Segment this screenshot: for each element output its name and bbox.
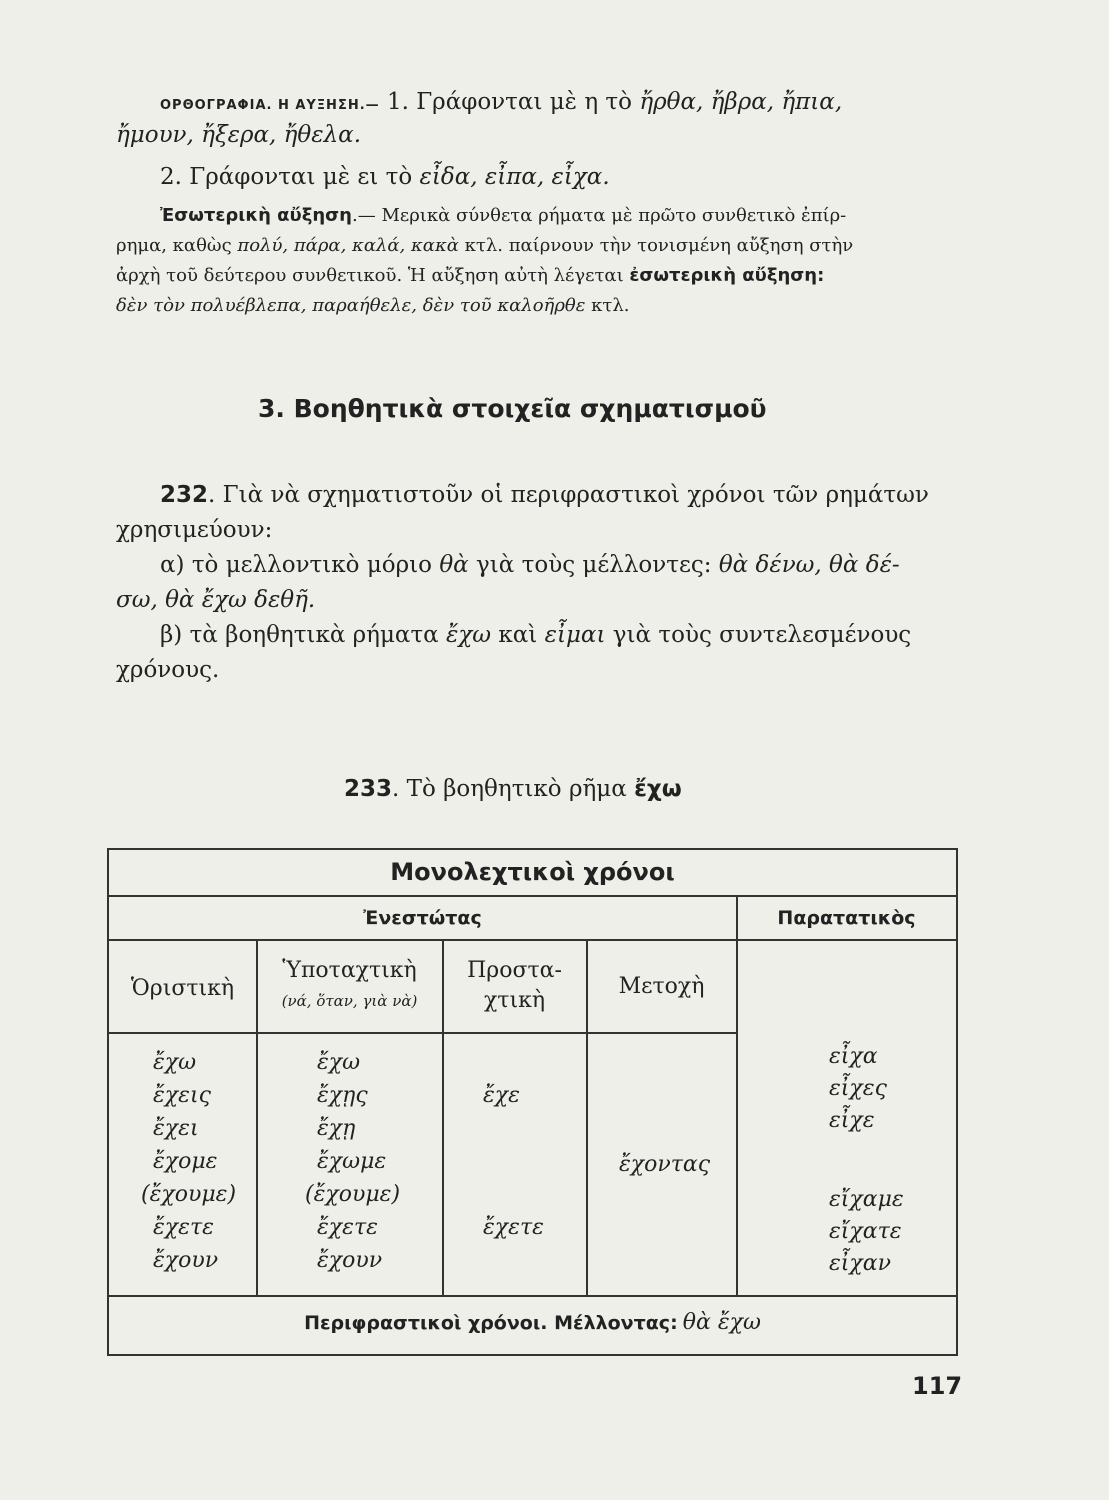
imperfect-forms-plural [829, 1187, 904, 1283]
table-rule-columns [109, 1032, 736, 1034]
inner-augment-examples: δὲν τὸν πολυέβλεπα, παραήθελε, δὲν τοῦ καλοῆρθε [116, 295, 586, 316]
subjunctive-form: ἔχω [317, 1050, 361, 1075]
subjunctive-form: ἔχετε [317, 1215, 378, 1240]
periphrastic-label: Περιφραστικοὶ χρόνοι. Μέλλοντας: [304, 1312, 678, 1334]
inner-augment-title: Ἐσωτερικὴ αὔξηση [160, 205, 352, 226]
indicative-form: ἔχεις [153, 1083, 211, 1108]
par233-verb: ἔχω [634, 776, 682, 802]
col-imperative-1: Προστα- [467, 958, 562, 983]
par232-b-line-1 [160, 621, 911, 649]
subjunctive-form: ἔχωμε [317, 1149, 387, 1174]
par232-b-end: γιὰ τοὺς συντελεσμένους [605, 622, 912, 648]
indicative-form: ἔχετε [153, 1215, 214, 1240]
participle-form [619, 1152, 710, 1177]
imperfect-form: εἴχαμε [829, 1187, 904, 1212]
orthography-line-1 [160, 88, 842, 120]
inner-augment-adverbs: πολύ, πάρα, καλά, κακὰ [237, 235, 459, 256]
subjunctive-form: (ἔχουμε) [305, 1182, 401, 1207]
par232-a-examples: θὰ δένω, θὰ δέ- [718, 552, 900, 578]
col-subjunctive: Ὑποταχτικὴ [282, 958, 417, 983]
imperfect-form: εἶχες [829, 1076, 887, 1101]
inner-augment-text-2b: κτλ. παίρνουν τὴν τονισμένη αὔξηση στὴν [458, 235, 854, 256]
indicative-forms [141, 1050, 237, 1281]
indicative-form: ἔχω [153, 1050, 197, 1075]
imperative-form: ἔχε [483, 1083, 520, 1108]
subjunctive-form: ἔχουν [317, 1248, 383, 1273]
orthography-p2-examples: εἶδα, εἶπα, εἶχα. [419, 164, 610, 190]
imperfect-form: εἴχατε [829, 1219, 902, 1244]
par233-number: 233 [344, 776, 393, 802]
inner-augment-text-3: ἀρχὴ τοῦ δεύτερου συνθετικοῦ. Ἡ αὔξηση αὐτὴ λέγεται [116, 265, 630, 286]
par232-a-line-2: σω, θὰ ἔχω δεθῆ. [116, 587, 316, 613]
subjunctive-form: ἔχῃς [317, 1083, 368, 1108]
inner-augment-line-4 [116, 292, 629, 320]
inner-augment-text-1: .— Μερικὰ σύνθετα ρήματα μὲ πρῶτο συνθετικὸ ἐπίρ- [352, 205, 847, 226]
conjugation-table [107, 848, 958, 1356]
col-indicative: Ὁριστικὴ [130, 976, 235, 1001]
orthography-line-2: ἤμουν, ἤξερα, ἤθελα. [116, 122, 362, 148]
par232-b-start: β) τὰ βοηθητικὰ ρήματα [160, 622, 447, 648]
table-rule-tense [109, 939, 956, 941]
orthography-line-3 [160, 163, 610, 191]
imperfect-forms-singular [829, 1044, 887, 1140]
subjunctive-form: ἔχῃ [317, 1116, 356, 1141]
inner-augment-line-2 [116, 232, 853, 260]
col-subjunctive-note: (νά, ὅταν, γιὰ νὰ) [281, 992, 418, 1010]
orthography-p1-examples: ἤρθα, ἤβρα, ἤπια, [639, 89, 843, 115]
participle-value: ἔχοντας [619, 1152, 711, 1177]
par232-text-1: . Γιὰ νὰ σχηματιστοῦν οἱ περιφραστικοὶ χρόνοι τῶν ρημάτων [208, 482, 929, 508]
imperfect-header: Παρατατικὸς [777, 907, 916, 929]
orthography-p1-start: 1. Γράφονται μὲ η τὸ [386, 89, 640, 115]
table-rule-title [109, 895, 956, 897]
par232-a-start: α) τὸ μελλοντικὸ μόριο [160, 552, 440, 578]
indicative-form: ἔχει [153, 1116, 199, 1141]
inner-augment-term: ἐσωτερικὴ αὔξηση: [629, 265, 825, 286]
periphrastic-future: θὰ ἔχω [682, 1310, 761, 1335]
par232-b-verb-1: ἔχω [446, 622, 492, 648]
imperfect-form: εἶχε [829, 1108, 875, 1133]
imperative-singular [483, 1083, 520, 1108]
orthography-label: ΟΡΘΟΓΡΑΦΙΑ. Η ΑΥΞΗΣΗ.— [160, 98, 380, 113]
par232-b-verb-2: εἶμαι [544, 622, 606, 648]
par232-number: 232 [160, 482, 209, 508]
table-rule-footer [109, 1295, 956, 1297]
par232-a-particle: θὰ [439, 552, 469, 578]
table-divider-imperfect [736, 895, 738, 1295]
orthography-p2-start: 2. Γράφονται μὲ ει τὸ [160, 164, 420, 190]
table-title: Μονολεχτικοὶ χρόνοι [390, 858, 675, 886]
par233-text: . Τὸ βοηθητικὸ ρῆμα [392, 776, 635, 802]
imperfect-form: εἶχα [829, 1044, 878, 1069]
indicative-form: ἔχομε [153, 1149, 218, 1174]
indicative-form: (ἔχουμε) [141, 1182, 237, 1207]
inner-augment-line-1 [160, 202, 846, 230]
par233-heading [344, 775, 682, 803]
indicative-form: ἔχουν [153, 1248, 219, 1273]
par232-a-mid: γιὰ τοὺς μέλλοντες: [468, 552, 719, 578]
inner-augment-line-3 [116, 262, 824, 290]
present-header: Ἐνεστώτας [363, 907, 482, 929]
par232-b-line-2: χρόνους. [116, 657, 220, 683]
imperative-form: ἔχετε [483, 1215, 544, 1240]
col-participle: Μετοχὴ [618, 974, 705, 999]
page-number: 117 [912, 1372, 963, 1400]
inner-augment-text-2a: ρημα, καθὼς [116, 235, 238, 256]
col-imperative-2: χτικὴ [483, 988, 546, 1013]
imperfect-form: εἶχαν [829, 1251, 891, 1276]
par232-a-line-1 [160, 551, 900, 579]
section-heading: 3. Βοηθητικὰ στοιχεῖα σχηματισμοῦ [258, 394, 767, 423]
subjunctive-forms [305, 1050, 401, 1281]
inner-augment-text-4: κτλ. [585, 295, 630, 316]
imperative-plural [483, 1215, 544, 1240]
par232-line-1 [160, 481, 929, 509]
table-footer [109, 1310, 956, 1335]
par232-line-2: χρησιμεύουν: [116, 517, 273, 543]
par232-b-mid: καὶ [491, 622, 545, 648]
